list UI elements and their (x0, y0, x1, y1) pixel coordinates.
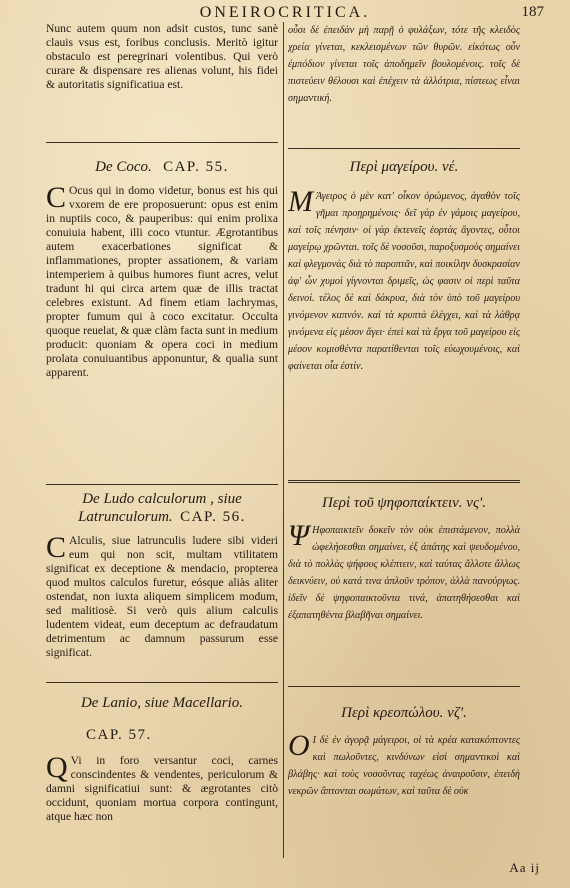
chapter-number: CAP. 56. (180, 509, 246, 525)
section-rule (288, 480, 520, 483)
chapter-title: De Lanio, siue Macellario. (80, 695, 244, 711)
chapter-heading (46, 694, 278, 712)
latin-intro (46, 22, 278, 92)
chapter-text (46, 751, 278, 824)
chapter-text (288, 519, 520, 624)
chapter-body: Alculis, siue latrunculis ludere sibi videri eum qui non scit, multam vtilitatem significat ex deceptione & mendacio, propterea quod multos calculos furetur, eósque aliàs aliter ostendat, non iuxta aliquem simplicem modum, sed malitiosè. Si verò quis alium calculis ludentem videat, eum deceptum ac defraudatum detrimentum ac damnum passurum esse significat. (46, 534, 278, 659)
greek-intro-text: οὖσι δὲ ἐπειδὰν μὴ παρῇ ὁ φυλάξων, τότε τῆς κλειδὸς χρεία γίνεται, κεκλεισμένων τῶν θυρῶν. εἰκότως οὖν ἐμπόδιον γίνεται τοῖς ἀποδημεῖν βουλομένοις. τοῖς δὲ πιστεύειν θέλουσι καὶ ἐπέχειν τὰ ἀλλότρια, πίστεως εἶναι σημαντική. (288, 25, 520, 104)
chapter-heading (46, 490, 278, 526)
chapter-text (288, 185, 520, 375)
chapter-number-line (46, 726, 278, 744)
chapter-text (288, 729, 520, 800)
section-rule (46, 484, 278, 485)
drop-cap: M (288, 185, 313, 218)
section-rule (288, 148, 520, 149)
chapter-title: Περὶ τοῦ ψηφοπαίκτειν. νς'. (322, 495, 486, 511)
chapter-body: Άγειρος ὁ μὲν κατ' οἶκον ὁρώμενος, ἀγαθὸν τοῖς γῆμαι προῃρημένοις· δεῖ γὰρ ἐν γάμοις μαγείρου, καὶ τοῖς πένησιν· οἱ γὰρ ἐκτενεῖς ἑορτὰς ἄγοντες, οὗτοι μαγείρῳ χρῶνται. τοῖς δὲ νοσοῦσι, παροξυσμοὺς σημαίνει καὶ φλεγμονὰς διὰ τὸ παροπτᾶν, καὶ ποικίλην δυσκρασίαν ἀφ' ὧν χυμοὶ γίγνονται δριμεῖς, ὡς φασιν οἱ περὶ ταῦτα δεινοί. τέλος δὲ καὶ δάκρυα, διὰ τὸν ὑπὸ τοῦ μαγείρου γινόμενον καπνόν. καὶ τὰ κρυπτὰ ἐλέγχει, καὶ τὰ λάθρᾳ γινόμενα εἰς μέσον ἄγει· ἐπεὶ καὶ τὰ ἔργα τοῦ μαγείρου εἰς μέσον κομισθέντα παρατίθενται τοῖς εὐωχουμένοις, καὶ φαίνεται οἷα ἐστίν. (288, 191, 520, 372)
chapter-body: Ι δὲ ἐν ἀγορᾷ μάγειροι, οἱ τὰ κρέα κατακόπτοντες καὶ πωλοῦντες, κινδύνων εἰσὶ σημαντικοὶ καὶ βλάβης· καὶ τοὺς νοσοῦντας ταχέως ἀναιροῦσιν, ἐπειδὴ νεκρῶν ἅπτονται σωμάτων, καὶ ταῦτα δὲ οὐκ (288, 735, 520, 797)
chapter-title: Περὶ κρεοπώλου. νζ'. (341, 705, 467, 721)
drop-cap: C (46, 181, 67, 214)
page-number: 187 (521, 4, 544, 20)
chapter-body: Vi in foro versantur coci, carnes conscindentes & vendentes, periculorum & damni significatiui sunt: & ægrotantes citò occidunt, quoniam mortua corpora contingunt, atque hæc non (46, 754, 278, 823)
chapter-title: Περὶ μαγείρου. νέ. (349, 159, 459, 175)
chapter-title: De Coco. (95, 159, 152, 175)
drop-cap: C (46, 531, 67, 564)
chapter-title: De Ludo calculorum , siue Latrunculorum. (78, 491, 242, 525)
chapter-text (46, 181, 278, 380)
latin-column (46, 22, 278, 858)
chapter-mageiros (288, 158, 520, 375)
signature-mark: Aa ij (509, 860, 540, 875)
drop-cap: Q (46, 751, 68, 784)
column-divider (283, 22, 284, 858)
chapter-psephopaiktes (288, 494, 520, 624)
running-title: ONEIROCRITICA. (199, 4, 371, 21)
section-rule (288, 686, 520, 687)
greek-intro (288, 22, 520, 107)
chapter-number: CAP. 57. (86, 727, 152, 743)
chapter-kreopoles (288, 704, 520, 800)
chapter-lanio (46, 694, 278, 824)
chapter-text (46, 531, 278, 660)
chapter-coco (46, 158, 278, 380)
latin-intro-text: Nunc autem quum non adsit custos, tunc sanè clauis vsus est, foribus conclusis. Meritò igitur obstaculo est peregrinari volentibus. Qui verò curare & dispensare res alienas volunt, his fidei & autoritatis significatiua est. (46, 22, 278, 91)
section-rule (46, 682, 278, 683)
greek-column (288, 22, 520, 858)
chapter-number: CAP. 55. (163, 159, 229, 175)
drop-cap: O (288, 729, 310, 762)
chapter-body: Ηφοπαικτεῖν δοκεῖν τὸν οὐκ ἐπιστάμενον, πολλὰ ὠφελήσεσθαι σημαίνει, ἐξ ἀπάτης καὶ ψευδομένου, διὰ τὸ πολλὰς ψήφους κλέπτειν, καὶ ταύτας ἄλλοτε ἄλλως δεικνύειν, οὐ κατά τινα ἁπλοῦν τρόπον, ἀλλὰ πανούργως. ἰδεῖν δὲ ψηφοπαικτοῦντα τινά, ἀπατηθήσεσθαι καὶ ἐξαπατηθέντα βλαβῆναι σημαίνει. (288, 525, 520, 621)
running-head (0, 4, 570, 24)
drop-cap: Ψ (288, 519, 310, 552)
section-rule (46, 142, 278, 143)
chapter-body: Ocus qui in domo videtur, bonus est his qui vxorem de ere proposuerunt: opus est enim in nuptiis coco, & pauperibus: qui enim prolixa conuiuia habent, illi coco vtuntur. Ægrotantibus autem exacerbationes significat & inflammationes, propter assationem, & variam intemperiem à quibus humores fiunt acres, velut tradunt hi qui circa artem quæ de illis tractat celebres existunt. Ad finem etiam lachrymas, propter fumum qui à coco excitatur. Occulta quoque reuelat, & quæ clàm facta sunt in medium producit: quoniam & opera coci in medium prolata conuiuantibus apponuntur, & qualia sunt apparent. (46, 184, 278, 379)
chapter-heading (46, 158, 278, 176)
chapter-ludo (46, 490, 278, 660)
